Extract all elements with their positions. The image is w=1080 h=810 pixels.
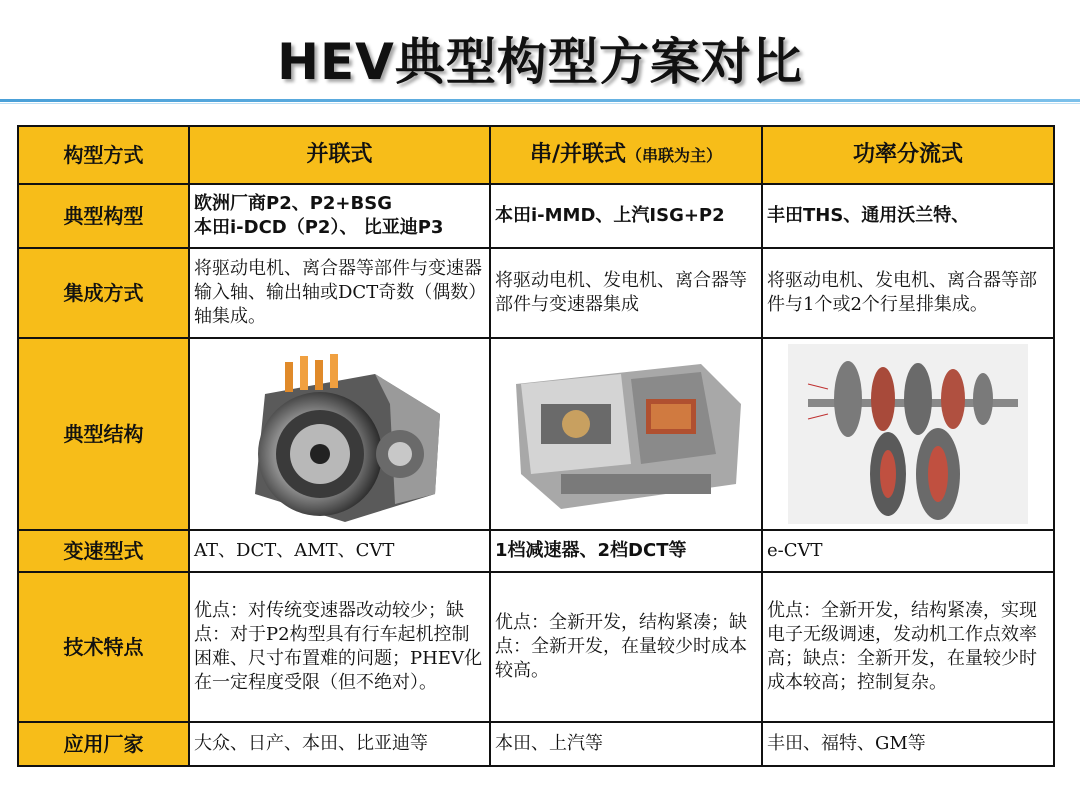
- header-parallel: 并联式: [189, 126, 490, 184]
- parallel-transmission-illustration: [225, 344, 455, 524]
- cell-features-series-parallel: 优点：全新开发，结构紧凑；缺点：全新开发，在量较少时成本较高。: [490, 572, 762, 722]
- header-series-parallel: [490, 126, 762, 184]
- header-power-split: 功率分流式: [762, 126, 1054, 184]
- cell-typical-config-parallel-line1: 欧洲厂商P2、P2+BSG: [194, 193, 392, 214]
- label-structure: 典型结构: [18, 338, 189, 530]
- image-series-parallel-transmission: [490, 338, 762, 530]
- row-features: [18, 572, 1054, 722]
- label-transmission: 变速型式: [18, 530, 189, 572]
- row-typical-config: [18, 184, 1054, 248]
- page-title: HEV典型构型方案对比: [277, 33, 803, 91]
- cell-integration-series-parallel: 将驱动电机、发电机、离合器等部件与变速器集成: [490, 248, 762, 338]
- row-structure: [18, 338, 1054, 530]
- cell-integration-power-split: 将驱动电机、发电机、离合器等部件与1个或2个行星排集成。: [762, 248, 1054, 338]
- header-config-type: 构型方式: [18, 126, 189, 184]
- row-integration: [18, 248, 1054, 338]
- cell-integration-parallel: 将驱动电机、离合器等部件与变速器输入轴、输出轴或DCT奇数（偶数）轴集成。: [189, 248, 490, 338]
- cell-features-power-split: 优点：全新开发，结构紧凑，实现电子无级调速，发动机工作点效率高；缺点：全新开发，在量较少时成本较高；控制复杂。: [762, 572, 1054, 722]
- label-integration: 集成方式: [18, 248, 189, 338]
- header-series-parallel-main: 串/并联式: [529, 141, 627, 167]
- header-row: [18, 126, 1054, 184]
- label-features: 技术特点: [18, 572, 189, 722]
- header-series-parallel-sub: （串联为主）: [626, 145, 723, 165]
- cell-typical-config-parallel-line2: 本田i-DCD（P2）、 比亚迪P3: [194, 217, 444, 238]
- power-split-transmission-illustration: [788, 344, 1028, 524]
- row-application: [18, 722, 1054, 766]
- cell-typical-config-series-parallel: 本田i-MMD、上汽ISG+P2: [490, 184, 762, 248]
- cell-transmission-parallel: AT、DCT、AMT、CVT: [189, 530, 490, 572]
- label-typical-config: 典型构型: [18, 184, 189, 248]
- title-divider-light: [0, 103, 1080, 104]
- image-parallel-transmission: [189, 338, 490, 530]
- cell-application-power-split: 丰田、福特、GM等: [762, 722, 1054, 766]
- row-transmission: [18, 530, 1054, 572]
- cell-features-parallel: 优点：对传统变速器改动较少；缺点：对于P2构型具有行车起机控制困难、尺寸布置难的问题；PHEV化在一定程度受限（但不绝对）。: [189, 572, 490, 722]
- cell-application-series-parallel: 本田、上汽等: [490, 722, 762, 766]
- cell-typical-config-power-split: 丰田THS、通用沃兰特、: [762, 184, 1054, 248]
- comparison-table: [17, 125, 1055, 767]
- cell-transmission-series-parallel: 1档减速器、2档DCT等: [490, 530, 762, 572]
- cell-application-parallel: 大众、日产、本田、比亚迪等: [189, 722, 490, 766]
- label-application: 应用厂家: [18, 722, 189, 766]
- cell-typical-config-parallel: [189, 184, 490, 248]
- cell-transmission-power-split: e-CVT: [762, 530, 1054, 572]
- title-divider: [0, 99, 1080, 102]
- image-power-split-transmission: [762, 338, 1054, 530]
- series-parallel-transmission-illustration: [501, 344, 751, 524]
